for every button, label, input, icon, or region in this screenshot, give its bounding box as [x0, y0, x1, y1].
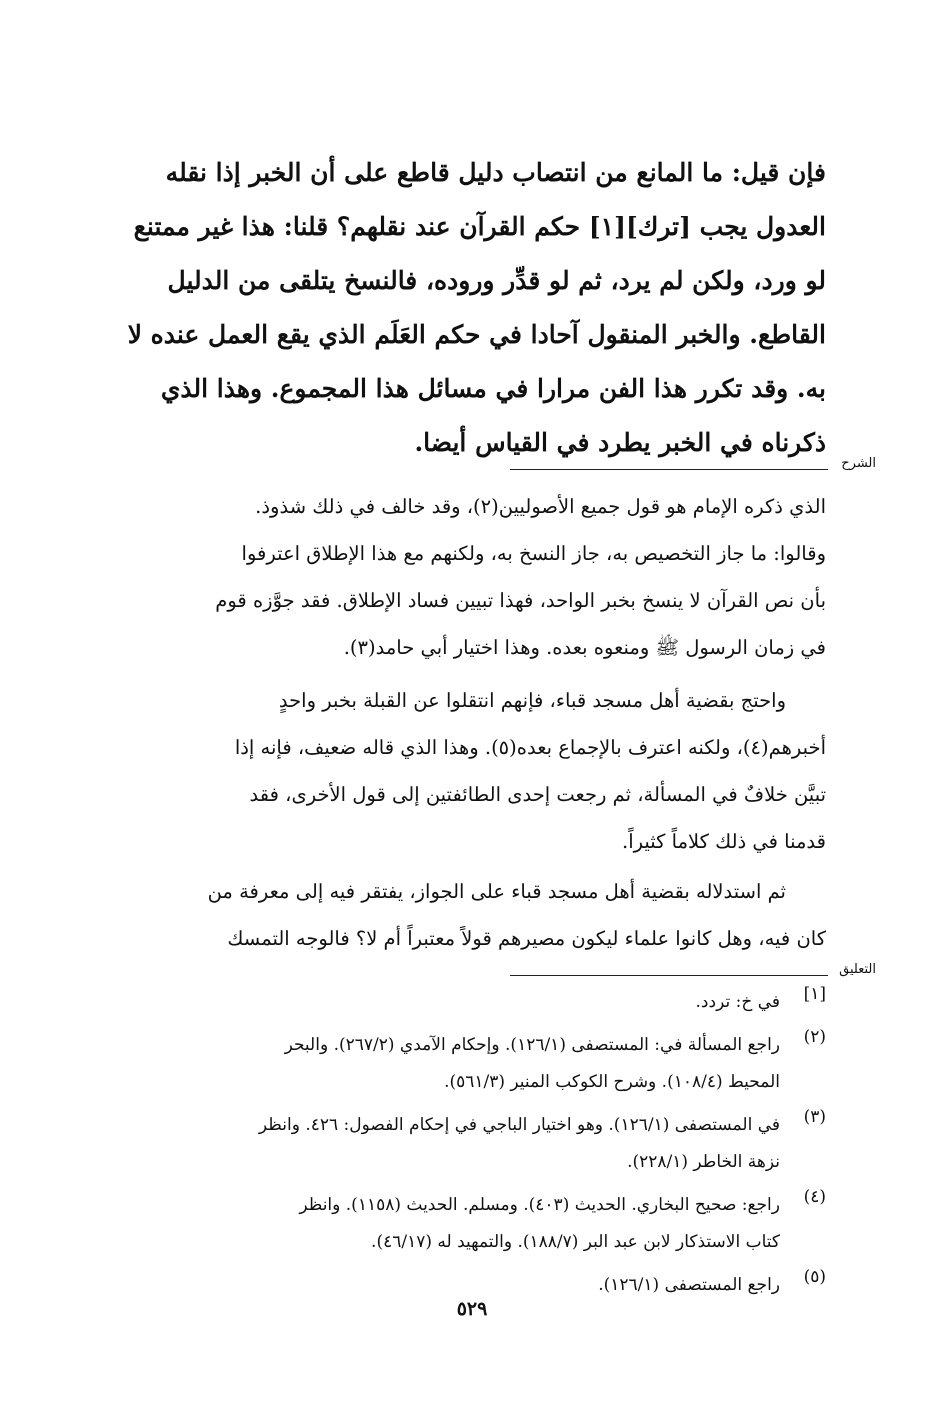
footnote-number: (٢)	[803, 1027, 826, 1047]
main-text-line: فإن قيل: ما المانع من انتصاب دليل قاطع على أن الخبر إذا نقله	[165, 158, 826, 187]
sharh-divider	[510, 469, 828, 470]
footnote-number: (٥)	[803, 1267, 826, 1287]
footnote	[112, 1187, 826, 1261]
page-number: ٥٢٩	[456, 1298, 488, 1320]
footnote	[112, 1107, 826, 1181]
main-text-line: لو ورد، ولكن لم يرد، ثم لو قدِّر وروده، فالنسخ يتلقى من الدليل	[167, 266, 826, 295]
footnote-line: راجع: صحيح البخاري. الحديث (٤٠٣). ومسلم. الحديث (١١٥٨). وانظر	[299, 1195, 780, 1215]
commentary-paragraph	[112, 868, 826, 962]
footnote	[112, 1027, 826, 1101]
commentary-line: كان فيه، وهل كانوا علماء ليكون مصيرهم قولاً معتبراً أم لا؟ فالوجه التمسك	[227, 927, 826, 950]
commentary-line: في زمان الرسول ﷺ ومنعوه بعده. وهذا اختيار أبي حامد(٣).	[343, 636, 826, 659]
sharh-label: الشرح	[841, 456, 876, 471]
main-text-line: القاطع. والخبر المنقول آحادا في حكم العَلَم الذي يقع العمل عنده لا	[127, 320, 826, 349]
commentary-paragraph	[112, 677, 826, 865]
commentary-line: وقالوا: ما جاز التخصيص به، جاز النسخ به، ولكنهم مع هذا الإطلاق اعترفوا	[241, 542, 826, 565]
footnote-line: في المستصفى (١٢٦/١). وهو اختيار الباجي في إحكام الفصول: ٤٢٦. وانظر	[258, 1115, 780, 1135]
main-text-line: ذكرناه في الخبر يطرد في القياس أيضا.	[414, 428, 826, 457]
footnote-number: (٤)	[803, 1187, 826, 1207]
footnote-line: كتاب الاستذكار لابن عبد البر (١٨٨/٧). والتمهيد له (٤٦/١٧).	[371, 1232, 780, 1252]
footnote-line: في خ: تردد.	[695, 992, 780, 1012]
footnote-number: [١]	[803, 984, 826, 1004]
commentary-line: ثم استدلاله بقضية أهل مسجد قباء على الجواز، يفتقر فيه إلى معرفة من	[207, 880, 786, 903]
commentary-line: تبيَّن خلافٌ في المسألة، ثم رجعت إحدى الطائفتين إلى قول الأخرى، فقد	[249, 783, 826, 806]
commentary-line: قدمنا في ذلك كلاماً كثيراً.	[622, 830, 826, 853]
footnote-line: المحيط (١٠٨/٤). وشرح الكوكب المنير (٥٦١/٣).	[444, 1072, 780, 1092]
footnote-line: راجع المسألة في: المستصفى (١٢٦/١). وإحكام الآمدي (٢٦٧/٢). والبحر	[284, 1035, 780, 1055]
commentary-line: الذي ذكره الإمام هو قول جميع الأصوليين(٢)، وقد خالف في ذلك شذوذ.	[255, 495, 826, 518]
commentary-line: بأن نص القرآن لا ينسخ بخبر الواحد، فهذا تبيين فساد الإطلاق. فقد جوَّزه قوم	[215, 589, 826, 612]
main-text	[112, 146, 826, 470]
main-text-line: به. وقد تكرر هذا الفن مرارا في مسائل هذا المجموع. وهذا الذي	[160, 374, 826, 403]
footnote-line: نزهة الخاطر (٢٢٨/١).	[627, 1152, 780, 1172]
footnote-line: راجع المستصفى (١٢٦/١).	[598, 1275, 780, 1295]
taliq-label: التعليق	[839, 962, 876, 977]
commentary-line: أخبرهم(٤)، ولكنه اعترف بالإجماع بعده(٥). وهذا الذي قاله ضعيف، فإنه إذا	[234, 736, 826, 759]
main-text-line: العدول يجب [ترك][١] حكم القرآن عند نقلهم؟ قلنا: هذا غير ممتنع	[133, 212, 826, 241]
footnotes	[112, 984, 826, 1310]
footnotes-divider	[510, 975, 828, 976]
footnote	[112, 984, 826, 1021]
commentary-line: واحتج بقضية أهل مسجد قباء، فإنهم انتقلوا عن القبلة بخبر واحدٍ	[278, 689, 786, 712]
footnote-number: (٣)	[803, 1107, 826, 1127]
commentary-paragraph	[112, 483, 826, 671]
